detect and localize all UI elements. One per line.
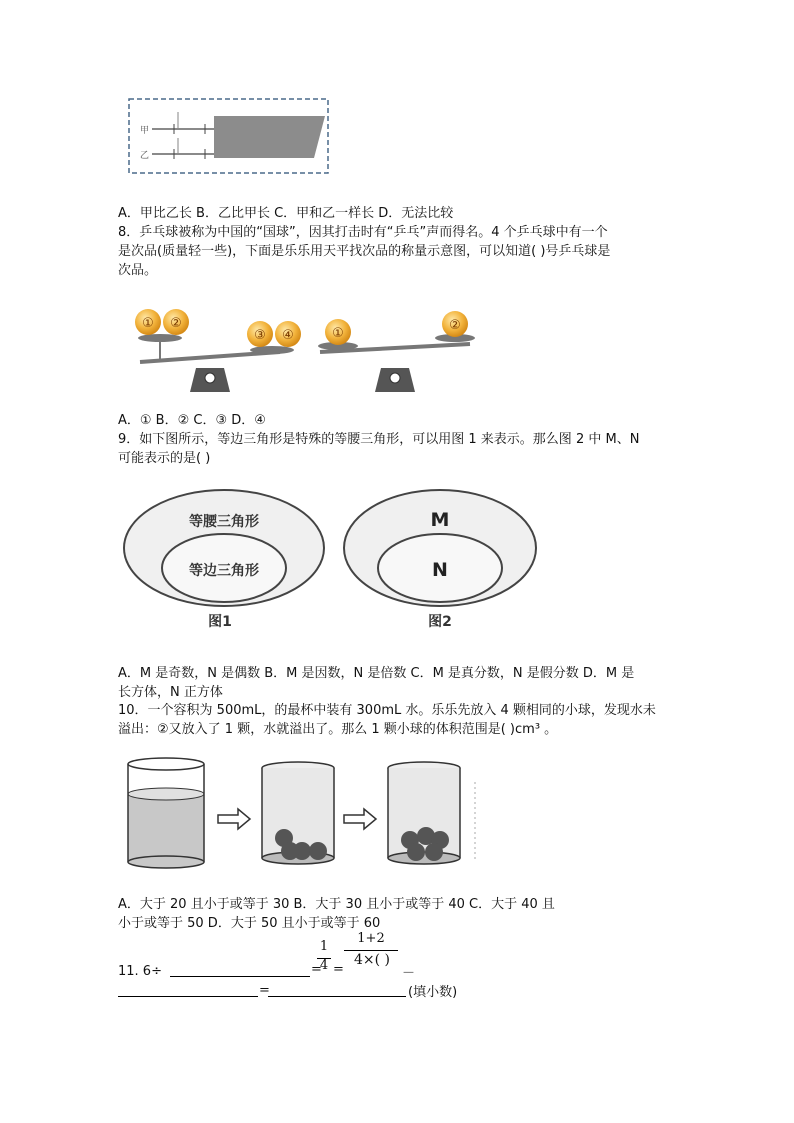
ball-label-4: ④: [282, 328, 294, 343]
q9-text-line1: 9．如下图所示，等边三角形是特殊的等腰三角形，可以用图 1 来表示。那么图 2 中 M、N: [118, 432, 640, 447]
q8-text-line3: 次品。: [118, 263, 158, 278]
q9-text-line2: 可能表示的是( ): [118, 451, 211, 466]
q8-text-line2: 是次品(质量轻一些)，下面是乐乐用天平找次品的称量示意图，可以知道( )号乒乓球是: [118, 244, 611, 259]
q8-balance-figure: [120, 300, 490, 392]
q11-frac2-bar: [344, 950, 398, 951]
fig1-outer-label: 等腰三角形: [189, 514, 259, 530]
q8-text-line1: 8．乒乓球被称为中国的“国球”，因其打击时有“乒乓”声而得名。4 个乒乓球中有一个: [118, 225, 608, 240]
q7-figure: [128, 98, 330, 175]
ball-label-3: ③: [254, 328, 266, 343]
q9-options-line1: A．M 是奇数，N 是偶数 B．M 是因数，N 是倍数 C．M 是真分数，N 是假分数 D．M 是: [118, 666, 635, 681]
q11-suffix: (填小数): [408, 985, 458, 1000]
q9-options-line2: 长方体，N 正方体: [118, 685, 223, 700]
fig1-inner-label: 等边三角形: [189, 563, 259, 579]
fig2-outer-label: M: [430, 509, 450, 531]
q11-dash: －: [402, 966, 416, 981]
q10-options-line2: 小于或等于 50 D．大于 50 且小于或等于 60: [118, 916, 381, 931]
q8-options: A．① B．② C．③ D．④: [118, 413, 266, 428]
q11-blank-3[interactable]: [268, 982, 406, 997]
q7-options: A．甲比乙长 B．乙比甲长 C．甲和乙一样长 D．无法比较: [118, 206, 454, 221]
q9-venn-figure: [120, 488, 540, 633]
q7-label-b: 乙: [140, 151, 150, 161]
q11-frac1-den: 4: [319, 958, 329, 973]
q11-eq-3: =: [259, 983, 270, 998]
ball-label-5: ①: [332, 326, 344, 341]
ball-label-2: ②: [170, 316, 182, 331]
fig2-caption: 图2: [428, 614, 452, 630]
q11-eq-2: =: [333, 962, 344, 977]
fig1-caption: 图1: [208, 614, 232, 630]
q10-options-line1: A．大于 20 且小于或等于 30 B．大于 30 且小于或等于 40 C．大于 40 且: [118, 897, 555, 912]
q10-text-line2: 溢出：②又放入了 1 颗，水就溢出了。那么 1 颗小球的体积范围是( )cm³ 。: [118, 722, 558, 737]
ball-label-1: ①: [142, 316, 154, 331]
q11-frac1-num: 1: [319, 939, 329, 954]
q11-blank-1[interactable]: [170, 962, 310, 977]
ball-label-6: ②: [449, 318, 461, 333]
q10-cups-figure: [120, 752, 490, 872]
fig2-inner-label: N: [432, 559, 448, 581]
q11-frac2-den: 4×( ): [353, 952, 390, 968]
q11-eq-1: =: [311, 962, 322, 977]
q7-label-a: 甲: [140, 126, 150, 136]
q10-text-line1: 10．一个容积为 500mL，的最杯中装有 300mL 水。乐乐先放入 4 颗相同的小球，发现水未: [118, 703, 656, 718]
q11-frac2-num: 1+2: [357, 931, 385, 946]
q11-prefix: 11. 6÷: [118, 964, 162, 979]
q11-blank-2[interactable]: [118, 982, 258, 997]
